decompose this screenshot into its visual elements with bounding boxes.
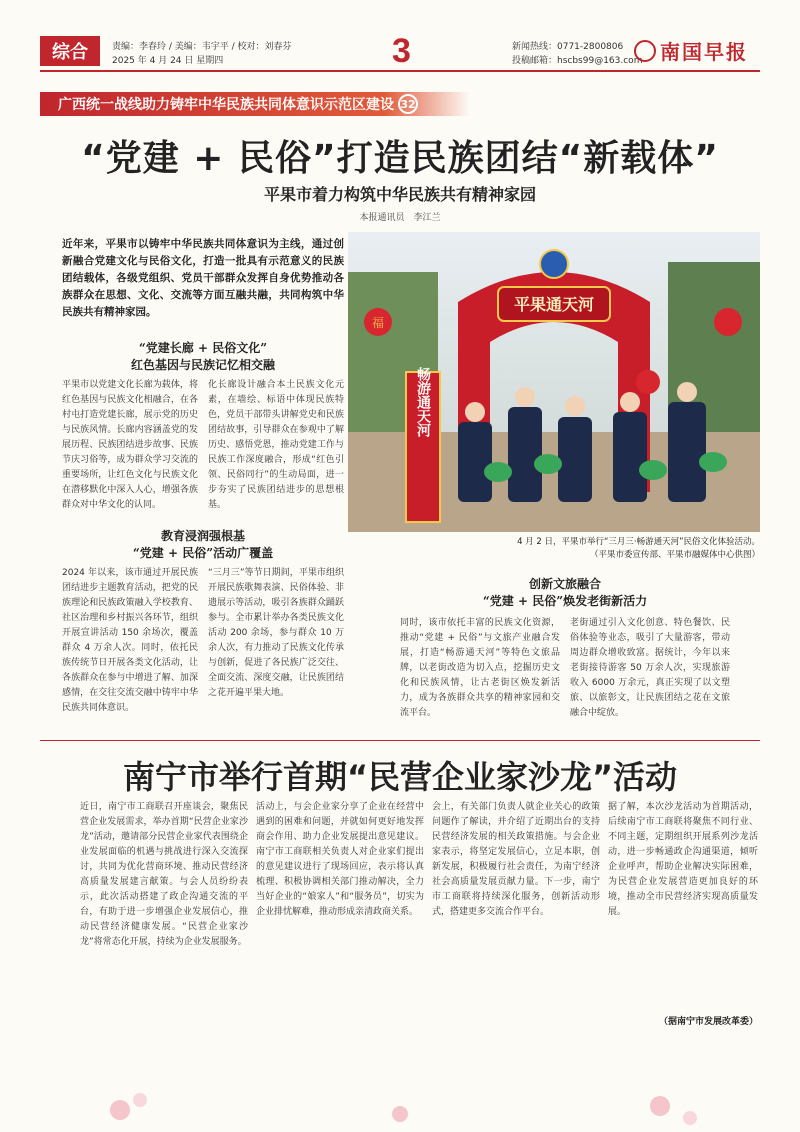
section1-title-line2: 红色基因与民族记忆相交融 xyxy=(130,358,275,372)
side-banner-text: 畅游通天河 xyxy=(415,367,431,437)
section3-title xyxy=(400,576,730,610)
section2-title-line2: “党建 + 民俗”活动广覆盖 xyxy=(132,546,274,560)
editor-line: 责编：李春玲 / 美编：韦宇平 / 校对：刘春芬 xyxy=(112,42,292,52)
section2-col2: “三月三”等节日期间，平果市组织开展民族歌舞表演、民俗体验、非遗展示等活动，吸引各族群众踊跃参与。全市累计举办各类民族文化活动 200 余场，参与群众 10 万余人次，有力推动了民族文化传承与创新，促进了各民族广泛交往、全面交流、深度交融，让民族团结之花开遍平果大地。 xyxy=(208,568,344,698)
article1-lead: 近年来，平果市以铸牢中华民族共同体意识为主线，通过创新融合党建文化与民俗文化，打造一批具有示范意义的民族团结载体，各级党组织、党员干部群众发挥自身优势推动各族群众在思想、文化、交流等方面互融共融，共同构筑中华民族共有精神家园。 xyxy=(62,238,344,318)
date-line: 2025 年 4 月 24 日 星期四 xyxy=(112,56,224,66)
logo-mark-icon xyxy=(634,40,656,62)
series-banner xyxy=(40,92,470,116)
section1-col1: 平果市以党建文化长廊为载体，将红色基因与民族文化相融合，在各村屯打造党建长廊，展示党的历史与民族风情。长廊内容涵盖党的发展历程、民族团结进步故事、民族节庆习俗等，成为群众学习交流的重要场所，让红色文化与民族文化在潜移默化中深入人心，增强各族群众对中华文化的认同。 xyxy=(62,380,198,510)
article2-col4: 据了解，本次沙龙活动为首期活动，后续南宁市工商联将聚焦不同行业、不同主题，定期组织开展系列沙龙活动，进一步畅通政企沟通渠道，倾听企业呼声，帮助企业解决实际困难，为民营企业发展营造更加良好的环境，推动全市民营经济实现高质量发展。 xyxy=(608,802,758,917)
section2-title xyxy=(62,528,344,562)
article2-col2: 活动上，与会企业家分享了企业在经营中遇到的困难和问题，并就如何更好地发挥商会作用、助力企业发展提出意见建议。南宁市工商联相关负责人对企业家们提出的意见建议进行了现场回应，表示将认真梳理、积极协调相关部门推动解决，全力当好企业的“娘家人”和“服务员”，切实为企业排忧解难，推动形成亲清政商关系。 xyxy=(256,802,424,917)
lantern-char: 福 xyxy=(371,316,385,330)
article2-col3: 会上，有关部门负责人就企业关心的政策问题作了解读，并介绍了近期出台的支持民营经济发展的相关政策措施。与会企业家表示，将坚定发展信心，立足本职，创新发展，积极履行社会责任，为南宁经济社会高质量发展贡献力量。下一步，南宁市工商联将持续深化服务，创新活动形式，搭建更多交流合作平台。 xyxy=(432,802,600,917)
article1-subhead: 平果市着力构筑中华民族共有精神家园 xyxy=(263,185,536,204)
section3-col1: 同时，该市依托丰富的民族文化资源，推动“党建 + 民俗”与文旅产业融合发展，打造“畅游通天河”等特色文旅品牌，以老街改造为切入点，挖掘历史文化和民族风情，让古老街区焕发新活力，成为各族群众共享的精神家园和交流平台。 xyxy=(400,618,560,718)
header-rule xyxy=(40,70,760,72)
blossom-icon xyxy=(392,1106,408,1122)
event-photo-illustration xyxy=(348,232,760,532)
section3-title-line1: 创新文旅融合 xyxy=(528,577,601,591)
paper-name: 南国早报 xyxy=(660,40,748,64)
footer-decoration xyxy=(0,1070,800,1132)
section2-col1: 2024 年以来，该市通过开展民族团结进步主题教育活动，把党的民族理论和民族政策融入学校教育、社区治理和乡村振兴各环节，组织开展宣讲活动 150 余场次，覆盖群众 4 万余人次。同时，依托民族传统节日开展各类文化活动，让各族群众在参与中增进了解、加深感情，在交往交流交融中铸牢中华民族共同体意识。 xyxy=(62,568,198,713)
section-tag: 综合 xyxy=(40,36,100,66)
arch-banner-text: 平果通天河 xyxy=(513,295,595,314)
section1-title-line1: “党建长廊 + 民俗文化” xyxy=(138,341,268,355)
page-number: 3 xyxy=(392,32,411,70)
hotline: 新闻热线：0771-2800806 xyxy=(512,42,624,52)
editor-info xyxy=(112,40,292,68)
section1-col2: 化长廊设计融合本土民族文化元素，在墙绘、标语中体现民族特色，党员干部带头讲解党史和民族团结故事，引导群众在参观中了解历史、感悟党恩，推动党建工作与民族工作深度融合，形成“红色引领、民俗同行”的生动局面，进一步夯实了民族团结进步的思想根基。 xyxy=(208,380,344,510)
section3-title-line2: “党建 + 民俗”焕发老街新活力 xyxy=(482,594,648,608)
photo-caption xyxy=(348,536,760,562)
article2-credit: （据南宁市发展改革委） xyxy=(658,1017,758,1027)
caption-credit: （平果市委宣传部、平果市融媒体中心供图） xyxy=(589,550,760,560)
series-text: 广西统一战线助力铸牢中华民族共同体意识示范区建设 xyxy=(58,97,394,113)
email: 投稿邮箱：hscbs99@163.com xyxy=(512,56,643,66)
article2-headline: 南宁市举行首期“民营企业家沙龙”活动 xyxy=(122,758,678,796)
article2-col1: 近日，南宁市工商联召开座谈会，聚焦民营企业发展需求，举办首期“民营企业家沙龙”活动，邀请部分民营企业家代表围绕企业发展面临的机遇与挑战进行深入交流探讨，共同为优化营商环境、推动民营经济高质量发展建言献策。与会人员纷纷表示，此次活动搭建了政企沟通交流的平台，有助于进一步增强企业发展信心，推动民营经济健康发展。“民营企业家沙龙”将常态化开展，持续为企业发展服务。 xyxy=(80,802,248,947)
blossom-icon xyxy=(683,1111,697,1125)
section3-col2: 老街通过引入文化创意、特色餐饮、民俗体验等业态，吸引了大量游客，带动周边群众增收致富。据统计，今年以来老街接待游客 50 万余人次，实现旅游收入 6000 万余元，真正实现了以文塑旅、以旅彰文，让民族团结之花在文旅融合中绽放。 xyxy=(570,618,730,718)
contact-info xyxy=(512,40,642,68)
section1-title xyxy=(62,340,344,374)
blossom-icon xyxy=(650,1096,670,1116)
article1-headline: “党建 + 民俗”打造民族团结“新载体” xyxy=(81,138,719,179)
series-number: 32 xyxy=(398,94,418,114)
paper-logo xyxy=(634,36,748,65)
article1-byline: 本报通讯员 李江兰 xyxy=(359,213,441,223)
blossom-icon xyxy=(110,1100,130,1120)
article-divider xyxy=(40,740,760,741)
section2-title-line1: 教育浸润强根基 xyxy=(160,529,245,543)
blossom-icon xyxy=(133,1093,147,1107)
caption-line1: 4 月 2 日，平果市举行“三月三·畅游通天河”民俗文化体验活动。 xyxy=(517,537,760,547)
event-photo xyxy=(348,232,760,532)
